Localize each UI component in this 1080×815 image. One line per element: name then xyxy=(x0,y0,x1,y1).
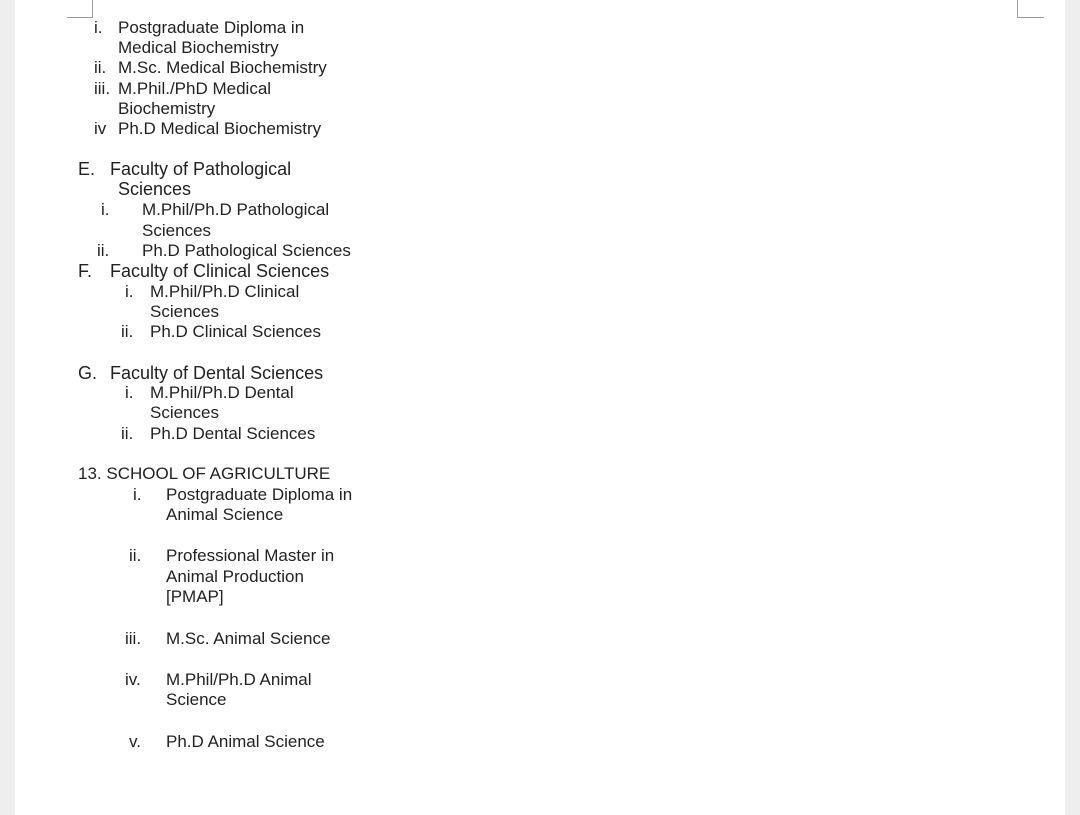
list-number: iv. xyxy=(125,670,141,689)
list-item: M.Phil/Ph.D Clinical xyxy=(150,282,300,301)
list-number: iv xyxy=(94,119,107,138)
list-item: M.Sc. Animal Science xyxy=(166,629,331,648)
list-number: i. xyxy=(101,200,110,219)
section-heading: 13. SCHOOL OF AGRICULTURE xyxy=(78,464,331,483)
list-number: i. xyxy=(125,383,134,402)
list-item: Postgraduate Diploma in xyxy=(166,485,353,504)
list-number: iii. xyxy=(94,79,111,98)
list-number: ii. xyxy=(121,322,134,341)
list-item: Sciences xyxy=(142,221,211,240)
page-corner-mark-left xyxy=(67,0,93,18)
list-item: Ph.D Dental Sciences xyxy=(150,424,316,443)
section-heading: Faculty of Dental Sciences xyxy=(110,363,324,383)
list-number: iii. xyxy=(125,629,142,648)
list-item: M.Phil/Ph.D Animal xyxy=(166,670,312,689)
list-number: ii. xyxy=(97,241,110,260)
list-item: Animal Production xyxy=(166,567,304,586)
list-item: Sciences xyxy=(150,302,219,321)
list-number: i. xyxy=(125,282,134,301)
list-number: v. xyxy=(129,732,141,751)
list-item: Ph.D Animal Science xyxy=(166,732,325,751)
list-number: ii. xyxy=(129,546,142,565)
section-letter: G. xyxy=(78,363,98,383)
document-page xyxy=(15,0,1065,815)
section-heading: Sciences xyxy=(118,179,192,199)
list-number: i. xyxy=(133,485,142,504)
section-letter: F. xyxy=(78,261,93,281)
list-item: Sciences xyxy=(150,403,219,422)
list-item: [PMAP] xyxy=(166,587,224,606)
list-item: Ph.D Clinical Sciences xyxy=(150,322,322,341)
section-heading: Faculty of Clinical Sciences xyxy=(110,261,330,281)
list-item: M.Sc. Medical Biochemistry xyxy=(118,58,327,77)
list-item: M.Phil/Ph.D Pathological xyxy=(142,200,330,219)
list-number: ii. xyxy=(121,424,134,443)
list-number: i. xyxy=(94,18,103,37)
list-item: M.Phil/Ph.D Dental xyxy=(150,383,294,402)
list-item: Professional Master in xyxy=(166,546,335,565)
list-number: ii. xyxy=(94,58,107,77)
list-item: Medical Biochemistry xyxy=(118,38,279,57)
page-corner-mark-right xyxy=(1017,0,1044,18)
list-item: Biochemistry xyxy=(118,99,216,118)
section-heading: Faculty of Pathological xyxy=(110,159,292,179)
section-letter: E. xyxy=(78,159,96,179)
list-item: M.Phil./PhD Medical xyxy=(118,79,272,98)
list-item: Ph.D Pathological Sciences xyxy=(142,241,351,260)
list-item: Ph.D Medical Biochemistry xyxy=(118,119,322,138)
list-item: Postgraduate Diploma in xyxy=(118,18,305,37)
list-item: Animal Science xyxy=(166,505,284,524)
list-item: Science xyxy=(166,690,227,709)
